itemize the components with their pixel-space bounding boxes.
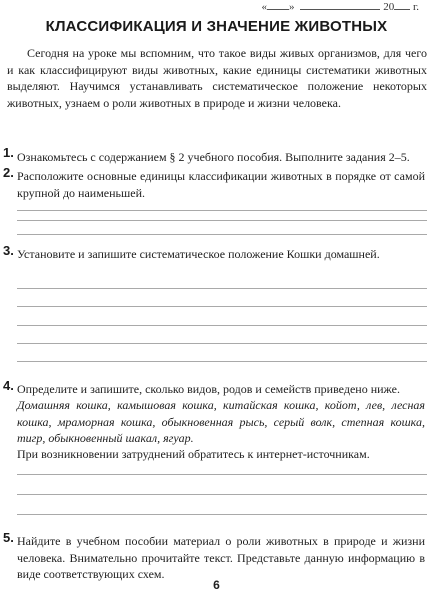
- task-5-text: Найдите в учебном пособии материал о роли животных в природе и жизни человека. Внимательно прочитайте текст. Представьте данную информацию в виде соответствующих схем.: [17, 534, 425, 581]
- date-line: [261, 0, 419, 13]
- task-4-animal-list: Домашняя кошка, камышовая кошка, китайская кошка, койот, лев, лесная кошка, мраморная кошка, обыкновенная рысь, серый волк, степная кошка, тигр, обыкновенный шакал, ягуар.: [17, 398, 425, 445]
- answer-line[interactable]: [17, 288, 427, 289]
- answer-line[interactable]: [17, 325, 427, 326]
- task-3-text: Установите и запишите систематическое положение Кошки домашней.: [17, 247, 380, 261]
- page-number: 6: [213, 578, 220, 592]
- month-blank: [300, 0, 380, 10]
- day-blank: [267, 0, 289, 10]
- year-suffix: г.: [412, 1, 419, 13]
- answer-line[interactable]: [17, 234, 427, 235]
- answer-line[interactable]: [17, 514, 427, 515]
- answer-line[interactable]: [17, 474, 427, 475]
- answer-line[interactable]: [17, 210, 427, 211]
- task-1-number: 1.: [3, 145, 14, 160]
- task-5-number: 5.: [3, 530, 14, 545]
- task-3-number: 3.: [3, 243, 14, 258]
- answer-line[interactable]: [17, 361, 427, 362]
- task-4-number: 4.: [3, 378, 14, 393]
- task-1-text: Ознакомьтесь с содержанием § 2 учебного пособия. Выполните задания 2–5.: [17, 150, 410, 164]
- date-open-quote: «: [261, 1, 267, 13]
- year-blank: [394, 0, 410, 10]
- page-title: КЛАССИФИКАЦИЯ И ЗНАЧЕНИЕ ЖИВОТНЫХ: [45, 18, 388, 35]
- task-4-text: Определите и запишите, сколько видов, родов и семейств приведено ниже.: [17, 382, 400, 396]
- date-close-quote: »: [288, 1, 295, 13]
- answer-line[interactable]: [17, 306, 427, 307]
- answer-line[interactable]: [17, 494, 427, 495]
- answer-line[interactable]: [17, 343, 427, 344]
- task-2-number: 2.: [3, 165, 14, 180]
- year-prefix: 20: [383, 1, 395, 13]
- answer-line[interactable]: [17, 220, 427, 221]
- task-2-text: Расположите основные единицы классификации животных в порядке от самой крупной до наименьшей.: [17, 169, 425, 200]
- task-4-note: При возникновении затруднений обратитесь к интернет-источникам.: [17, 447, 370, 461]
- intro-paragraph: Сегодня на уроке мы вспомним, что такое виды живых организмов, для чего и как классифицируют виды животных, какие единицы систематики животных выделяют. Научимся устанавливать систематическое положение некоторых животных, узнаем о роли животных в природе и жизни человека.: [7, 46, 427, 110]
